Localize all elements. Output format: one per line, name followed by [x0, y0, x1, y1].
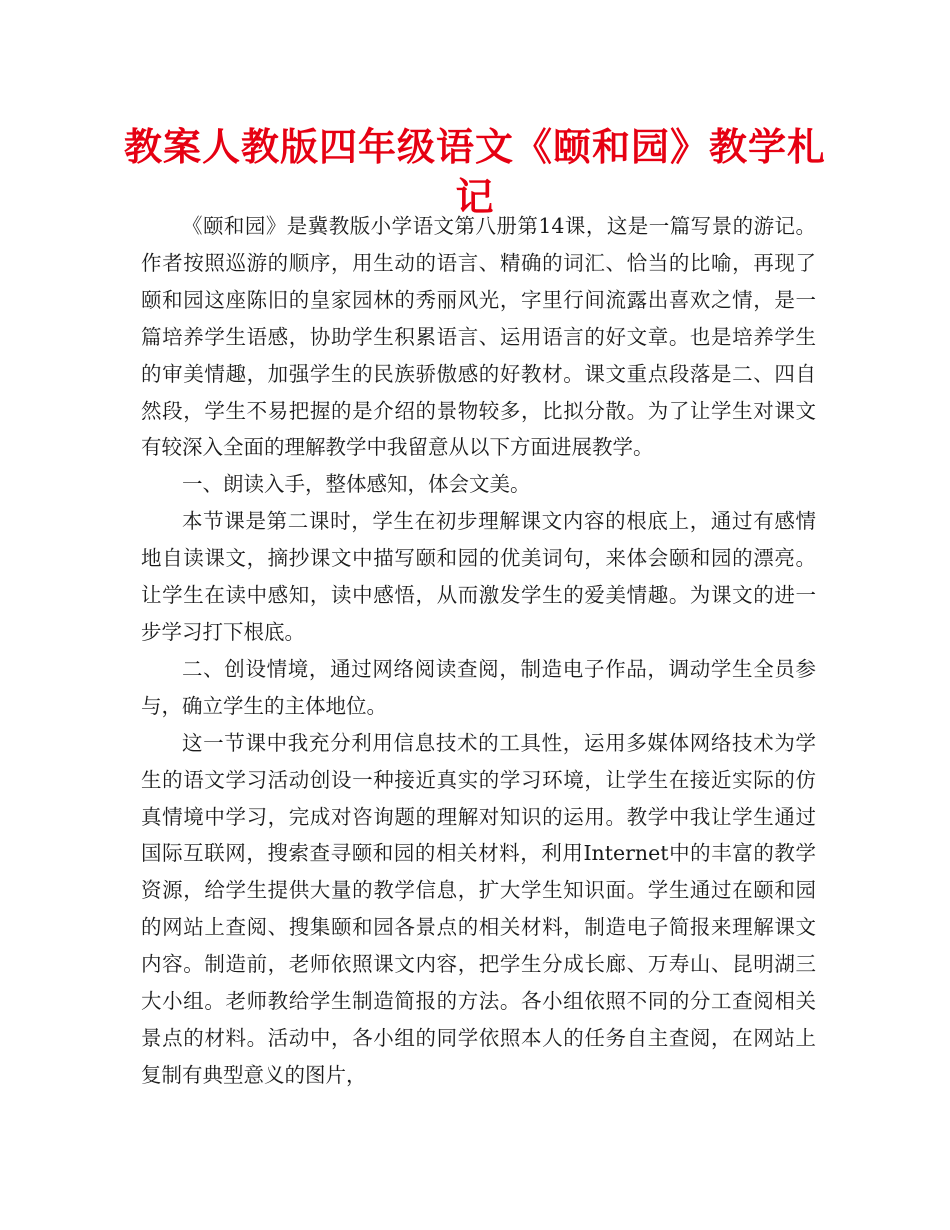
document-body — [141, 208, 816, 1094]
paragraph-intro: 《颐和园》是冀教版小学语文第八册第14课，这是一篇写景的游记。作者按照巡游的顺序，用生动的语言、精确的词汇、恰当的比喻，再现了颐和园这座陈旧的皇家园林的秀丽风光，字里行间流露出喜欢之情，是一篇培养学生语感，协助学生积累语言、运用语言的好文章。也是培养学生的审美情趣，加强学生的民族骄傲感的好教材。课文重点段落是二、四自然段，学生不易把握的是介绍的景物较多，比拟分散。为了让学生对课文有较深入全面的理解教学中我留意从以下方面进展教学。 — [141, 214, 816, 460]
document-title: 教案人教版四年级语文《颐和园》教学札记 — [123, 125, 826, 219]
section-heading-1: 一、朗读入手，整体感知，体会文美。 — [182, 472, 531, 497]
section-heading-2: 二、创设情境，通过网络阅读查阅，制造电子作品，调动学生全员参与，确立学生的主体地位。 — [141, 656, 816, 718]
paragraph-section-1: 本节课是第二课时，学生在初步理解课文内容的根底上，通过有感情地自读课文，摘抄课文中描写颐和园的优美词句，来体会颐和园的漂亮。让学生在读中感知，读中感悟，从而激发学生的爱美情趣。为课文的进一步学习打下根底。 — [141, 509, 816, 644]
paragraph-section-2: 这一节课中我充分利用信息技术的工具性，运用多媒体网络技术为学生的语文学习活动创设一种接近真实的学习环境，让学生在接近实际的仿真情境中学习，完成对咨询题的理解对知识的运用。教学中我让学生通过国际互联网，搜索查寻颐和园的相关材料，利用Internet中的丰富的教学资源，给学生提供大量的教学信息，扩大学生知识面。学生通过在颐和园的网站上查阅、搜集颐和园各景点的相关材料，制造电子简报来理解课文内容。制造前，老师依照课文内容，把学生分成长廊、万寿山、昆明湖三大小组。老师教给学生制造简报的方法。各小组依照不同的分工查阅相关景点的材料。活动中，各小组的同学依照本人的任务自主查阅，在网站上复制有典型意义的图片， — [141, 730, 816, 1087]
